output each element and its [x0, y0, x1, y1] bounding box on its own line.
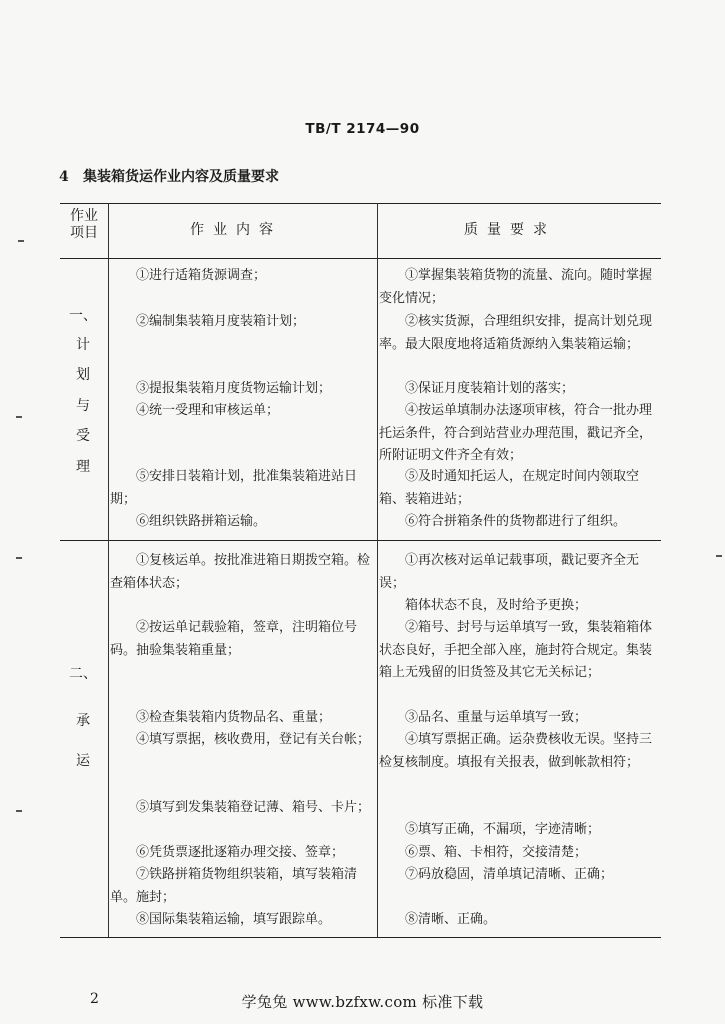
quality-item: ⑤及时通知托运人，在规定时间内领取空箱、装箱进站； — [379, 469, 640, 507]
content-item: ⑤填写到发集装箱登记薄、箱号、卡片； — [136, 800, 371, 815]
quality-item: ⑧清晰、正确。 — [405, 912, 497, 927]
quality-item: ④按运单填制办法逐项审核，符合一批办理托运条件，符合到站营业办理范围，戳记齐全，所附证明文件齐全有效； — [379, 403, 653, 463]
quality-item: ③保证月度装箱计划的落实； — [405, 381, 575, 396]
scan-margin-mark — [16, 810, 22, 812]
quality-item: ④填写票据正确。运杂费核收无误。坚持三检复核制度。填报有关报表，做到帐款相符； — [379, 732, 653, 770]
column-header-quality: 质量要求 — [464, 222, 556, 238]
column-header-category-line1: 作业 — [70, 208, 98, 224]
content-item: ⑥凭货票逐批逐箱办理交接、签章； — [136, 845, 345, 860]
content-item: ②编制集装箱月度装箱计划； — [136, 314, 306, 329]
content-item: ④填写票据，核收费用，登记有关台帐； — [136, 732, 371, 747]
category-group1-char: 与 — [76, 398, 90, 414]
category-group2-char: 二、 — [69, 666, 97, 682]
table-bottom-rule — [60, 937, 661, 938]
category-group1-char: 受 — [76, 428, 90, 444]
category-group2-char: 承 — [76, 713, 90, 729]
content-item: ①进行适箱货源调查； — [136, 268, 267, 283]
scan-margin-mark — [18, 240, 24, 242]
watermark: 学兔兔 www.bzfxw.com 标准下载 — [241, 993, 484, 1011]
quality-item: ①再次核对运单记载事项，戳记要齐全无误； — [379, 553, 640, 591]
quality-item: ⑥符合拼箱条件的货物都进行了组织。 — [405, 514, 627, 529]
category-group1-char: 划 — [76, 367, 90, 383]
quality-item: ③品名、重量与运单填写一致； — [405, 710, 588, 725]
column-header-content: 作业内容 — [190, 222, 282, 238]
column-header-category-line2: 项目 — [70, 225, 98, 241]
quality-item: 箱体状态不良，及时给予更换； — [405, 598, 588, 613]
quality-item: ⑥票、箱、卡相符，交接清楚； — [405, 845, 588, 860]
category-group1-char: 理 — [76, 459, 90, 475]
quality-item: ⑦码放稳固，清单填记清晰、正确； — [405, 867, 614, 882]
content-item: ②按运单记载验箱，签章，注明箱位号码。抽验集装箱重量； — [110, 620, 358, 658]
content-item: ⑤安排日装箱计划，批准集装箱进站日期； — [110, 469, 358, 507]
category-group2-char: 运 — [76, 753, 90, 769]
section-heading — [59, 166, 279, 186]
table-header-rule — [60, 258, 661, 259]
scan-margin-mark — [16, 557, 22, 559]
table-group-rule — [60, 540, 661, 541]
content-item: ⑦铁路拼箱货物组织装箱，填写装箱清单。施封； — [110, 867, 358, 905]
content-item: ③检查集装箱内货物品名、重量； — [136, 710, 332, 725]
table-column-divider-2 — [377, 203, 378, 937]
table-column-divider-1 — [108, 203, 109, 937]
table-top-rule — [60, 203, 661, 204]
scan-margin-mark — [716, 555, 722, 557]
section-number: 4 — [59, 169, 69, 185]
section-title: 集装箱货运作业内容及质量要求 — [83, 169, 279, 185]
page-number: 2 — [90, 991, 99, 1007]
column-header-category — [62, 208, 106, 242]
content-item: ④统一受理和审核运单； — [136, 403, 280, 418]
quality-item: ②箱号、封号与运单填写一致，集装箱箱体状态良好，手把全部入座，施封符合规定。集装箱上无残留的旧货签及其它无关标记； — [379, 620, 653, 680]
category-group1-char: 一、 — [69, 308, 97, 324]
quality-item: ①掌握集装箱货物的流量、流向。随时掌握变化情况； — [379, 268, 653, 306]
standard-code-header: TB/T 2174—90 — [305, 121, 420, 137]
content-item: ⑧国际集装箱运输，填写跟踪单。 — [136, 912, 332, 927]
category-group1-char: 计 — [76, 337, 90, 353]
quality-item: ②核实货源，合理组织安排，提高计划兑现率。最大限度地将适箱货源纳入集装箱运输； — [379, 314, 653, 352]
content-item: ①复核运单。按批准进箱日期拨空箱。检查箱体状态； — [110, 553, 371, 591]
content-item: ⑥组织铁路拼箱运输。 — [136, 514, 267, 529]
scan-margin-mark — [16, 416, 22, 418]
quality-item: ⑤填写正确，不漏项，字迹清晰； — [405, 822, 601, 837]
content-item: ③提报集装箱月度货物运输计划； — [136, 381, 332, 396]
